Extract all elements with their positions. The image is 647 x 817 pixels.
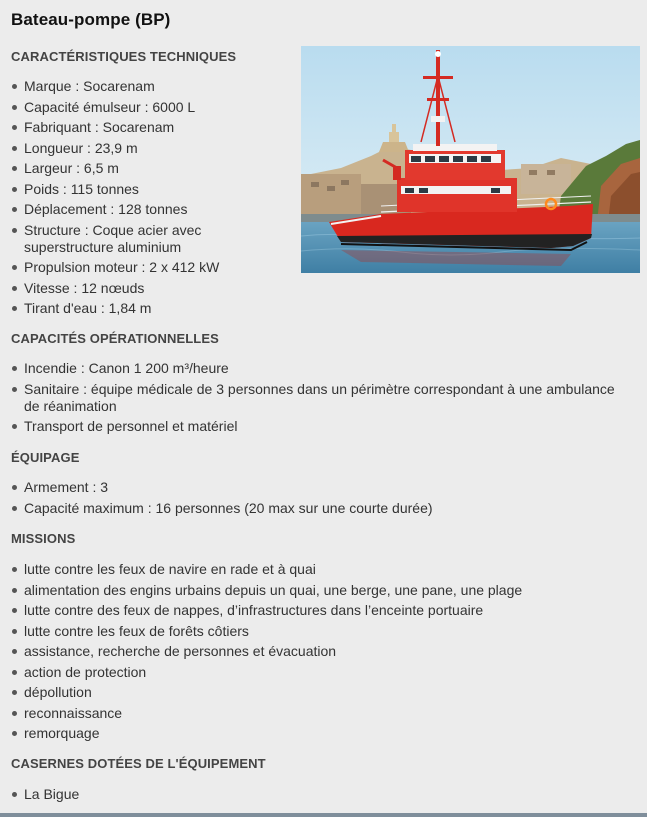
section-heading-missions: MISSIONS <box>11 531 76 546</box>
list-item: Déplacement : 128 tonnes <box>11 201 296 218</box>
list-item: action de protection <box>11 664 631 681</box>
section-heading-operational: CAPACITÉS OPÉRATIONNELLES <box>11 331 219 346</box>
fireboat-photo <box>301 46 640 273</box>
list-item: Poids : 115 tonnes <box>11 181 296 198</box>
list-item: Propulsion moteur : 2 x 412 kW <box>11 259 296 276</box>
list-item: Capacité émulseur : 6000 L <box>11 99 296 116</box>
operational-list <box>11 360 631 439</box>
section-heading-crew: ÉQUIPAGE <box>11 450 80 465</box>
list-item: Largeur : 6,5 m <box>11 160 296 177</box>
list-item: La Bigue <box>11 786 631 803</box>
list-item: Fabriquant : Socarenam <box>11 119 296 136</box>
section-heading-technical: CARACTÉRISTIQUES TECHNIQUES <box>11 49 237 64</box>
list-item: lutte contre les feux de forêts côtiers <box>11 623 631 640</box>
list-item: Marque : Socarenam <box>11 78 296 95</box>
list-item: dépollution <box>11 684 631 701</box>
list-item: Tirant d'eau : 1,84 m <box>11 300 296 317</box>
section-heading-stations: CASERNES DOTÉES DE L'ÉQUIPEMENT <box>11 756 266 771</box>
stations-list <box>11 786 631 807</box>
bottom-divider <box>0 813 647 817</box>
list-item: alimentation des engins urbains depuis un quai, une berge, une pane, une plage <box>11 582 631 599</box>
list-item: remorquage <box>11 725 631 742</box>
crew-list <box>11 479 631 520</box>
list-item: Sanitaire : équipe médicale de 3 personnes dans un périmètre correspondant à une ambulance de réanimation <box>11 381 631 415</box>
list-item: Transport de personnel et matériel <box>11 418 631 435</box>
list-item: Armement : 3 <box>11 479 631 496</box>
list-item: Capacité maximum : 16 personnes (20 max sur une courte durée) <box>11 500 631 517</box>
list-item: reconnaissance <box>11 705 631 722</box>
list-item: Structure : Coque acier avec superstructure aluminium <box>11 222 234 256</box>
list-item: Vitesse : 12 nœuds <box>11 280 296 297</box>
missions-list <box>11 561 631 746</box>
page-title: Bateau-pompe (BP) <box>11 10 171 29</box>
technical-list <box>11 78 296 321</box>
list-item: lutte contre les feux de navire en rade et à quai <box>11 561 631 578</box>
list-item: assistance, recherche de personnes et évacuation <box>11 643 631 660</box>
list-item: Longueur : 23,9 m <box>11 140 296 157</box>
list-item: lutte contre des feux de nappes, d’infrastructures dans l’enceinte portuaire <box>11 602 631 619</box>
list-item: Incendie : Canon 1 200 m³/heure <box>11 360 631 377</box>
